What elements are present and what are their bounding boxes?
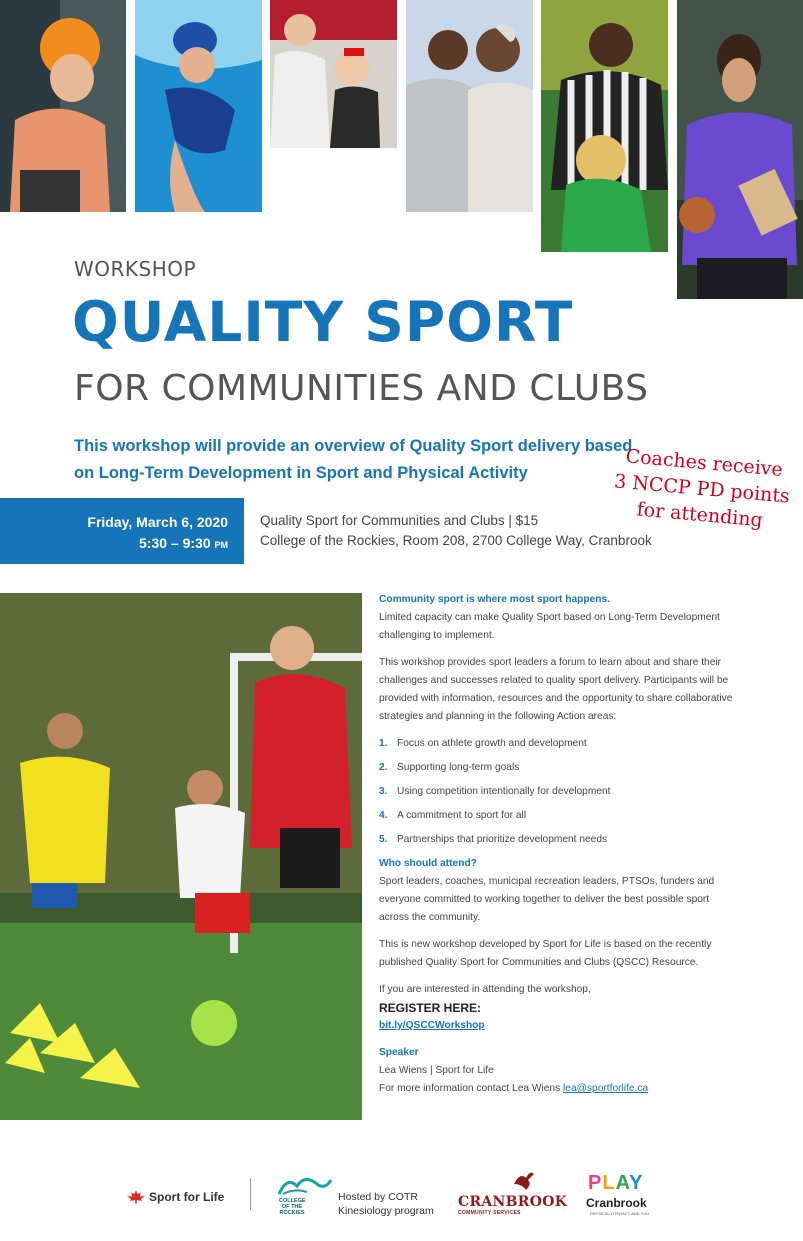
hosted-line-2: Kinesiology program [338, 1205, 434, 1217]
list-text: A commitment to sport for all [397, 810, 527, 821]
list-number: 1. [379, 738, 388, 749]
photo-climber [0, 0, 126, 212]
cotr-mountain-icon [277, 1172, 333, 1198]
body-para-2: This workshop provides sport leaders a forum to learn about and share their challenges and successes related to quality sport delivery. Participants will be provided with information, resources and the opportunity to share collaborative strategies and planning in the following Action areas: [379, 657, 733, 722]
workshop-eyebrow: WORKSHOP [74, 257, 197, 281]
play-tag: PHYSICAL LITERACY AND YOU [590, 1211, 650, 1216]
list-text: Partnerships that prioritize development needs [397, 834, 608, 845]
hosted-line-1: Hosted by COTR [338, 1191, 418, 1203]
event-time-row [0, 533, 228, 556]
list-number: 4. [379, 810, 388, 821]
list-item [379, 735, 739, 753]
photo-coach [677, 0, 803, 299]
photo-dance-class [270, 0, 397, 148]
play-sub: Cranbrook [586, 1196, 647, 1210]
contact-line [379, 1080, 739, 1098]
list-text: Focus on athlete growth and development [397, 738, 587, 749]
section-heading-speaker: Speaker [379, 1047, 419, 1058]
section-heading-attend: Who should attend? [379, 858, 477, 869]
body-para-4: This is new workshop developed by Sport for Life is based on the recently published Quality Sport for Communities and Clubs (QSCC) Resource. [379, 939, 712, 968]
list-text: Using competition intentionally for development [397, 786, 611, 797]
page-title: QUALITY SPORT [72, 290, 574, 354]
event-location: College of the Rockies, Room 208, 2700 College Way, Cranbrook [260, 533, 652, 548]
section-heading-community: Community sport is where most sport happens. [379, 594, 610, 605]
photo-referee [541, 0, 668, 252]
body-column [379, 591, 739, 1098]
photo-swimmer [135, 0, 262, 212]
maple-leaf-icon [127, 1190, 145, 1204]
contact-email-link[interactable]: lea@sportforlife.ca [563, 1083, 649, 1094]
action-areas-list [379, 735, 739, 849]
photo-soccer-kids [0, 593, 362, 1120]
sport-for-life-logo [127, 1190, 224, 1204]
list-item [379, 807, 739, 825]
list-text: Supporting long-term goals [397, 762, 520, 773]
page-subtitle: FOR COMMUNITIES AND CLUBS [74, 368, 649, 409]
hosted-by [338, 1190, 434, 1218]
footer-logos [0, 1168, 803, 1228]
list-number: 2. [379, 762, 388, 773]
body-para-3: Sport leaders, coaches, municipal recreation leaders, PTSOs, funders and everyone committed to working together to deliver the best possible sport across the community. [379, 876, 715, 923]
cranbrook-sub: COMMUNITY SERVICES [458, 1210, 521, 1216]
bird-icon [512, 1170, 536, 1192]
register-label: REGISTER HERE: [379, 1001, 482, 1015]
note-line-3: for attending [635, 498, 764, 532]
body-para-1: Limited capacity can make Quality Sport based on Long-Term Development challenging to implement. [379, 612, 720, 641]
list-item [379, 759, 739, 777]
list-item [379, 783, 739, 801]
sport-for-life-label: Sport for Life [149, 1190, 225, 1204]
list-number: 5. [379, 834, 388, 845]
cranbrook-logo: CRANBROOK [458, 1194, 568, 1210]
event-time-suffix: PM [214, 540, 228, 550]
note-line-2: 3 NCCP PD points [613, 470, 791, 508]
event-info [260, 511, 652, 551]
footer-divider [250, 1178, 251, 1210]
note-line-1: Coaches receive [624, 445, 784, 481]
contact-text: For more information contact Lea Wiens [379, 1083, 561, 1094]
date-box [0, 498, 244, 564]
lead-paragraph: This workshop will provide an overview of Quality Sport delivery based on Long-Term Development in Sport and Physical Activity [74, 437, 633, 482]
event-date: Friday, March 6, 2020 [87, 514, 228, 530]
list-number: 3. [379, 786, 388, 797]
event-time: 5:30 – 9:30 [139, 535, 211, 551]
play-logo: PLAY [588, 1172, 644, 1194]
body-para-5: If you are interested in attending the workshop, [379, 984, 591, 995]
photo-seniors [406, 0, 533, 212]
event-title-price: Quality Sport for Communities and Clubs | $15 [260, 513, 539, 528]
list-item [379, 831, 739, 849]
register-link[interactable]: bit.ly/QSCCWorkshop [379, 1020, 485, 1031]
speaker-name: Lea Wiens | Sport for Life [379, 1065, 494, 1076]
cotr-label: COLLEGE OF THE ROCKIES [279, 1198, 306, 1216]
